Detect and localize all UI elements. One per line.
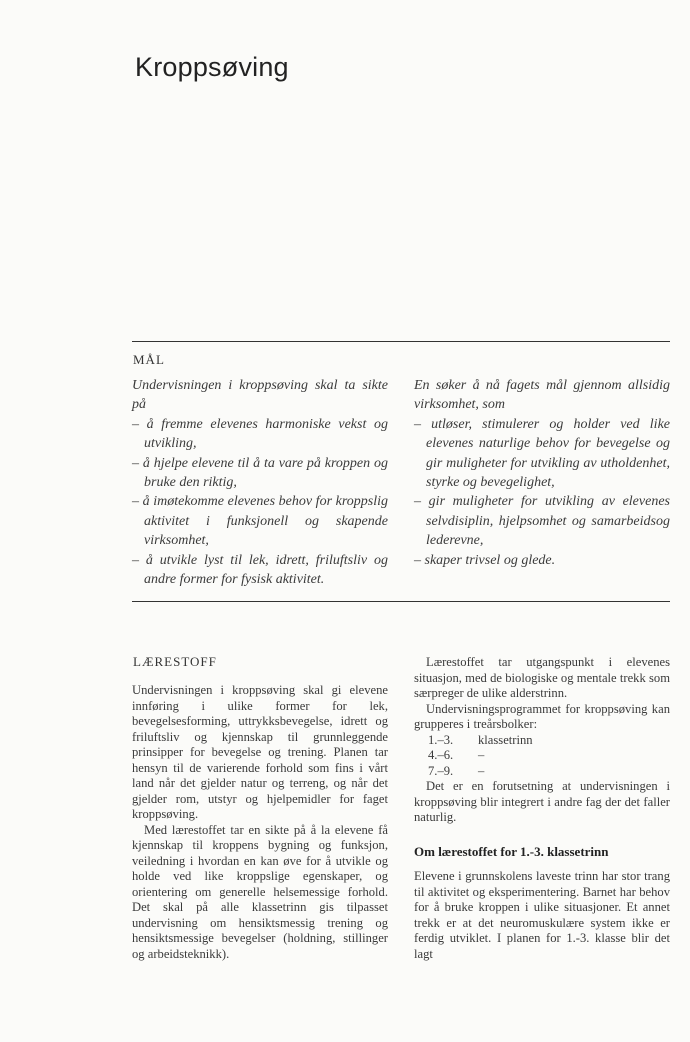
larestoff-subheading: Om lærestoffet for 1.-3. klassetrinn xyxy=(414,843,609,859)
mal-right-item: – gir muligheter for utvikling av elevenes selvdisiplin, hjelpsomhet og samarbeidsog lederevne, xyxy=(414,494,670,549)
mal-heading: MÅL xyxy=(133,352,165,367)
mal-left-item: – å hjelpe elevene til å ta vare på kroppen og bruke den riktig, xyxy=(132,455,388,491)
top-divider xyxy=(132,341,670,342)
grade-label: klassetrinn xyxy=(478,732,533,747)
larestoff-left-column xyxy=(132,683,388,962)
grade-label: – xyxy=(478,748,485,762)
larestoff-paragraph: Undervisningen i kroppsøving skal gi elevene innføring i ulike former for lek, bevegelsesforming, uttrykksbevegelse, idrett og friluftsliv og kjennskap til grunnleggende prinsipper for bevegelse og trening. Planen tar hensyn til de varierende forhold som fins i vårt land når det gjelder natur og terreng, og når det gjelder rom, utstyr og hjelpemidler for faget kroppsøving. xyxy=(132,683,388,821)
grade-row xyxy=(414,764,670,780)
larestoff-paragraph: Elevene i grunnskolens laveste trinn har stor trang til aktivitet og eksperimentering. Barnet har behov for å bruke kroppen i ulike situasjoner. Et annet trekk er at det neuromuskulære system ikke er ferdig utviklet. I planen for 1.-3. klasse blir det lagt xyxy=(414,869,670,961)
larestoff-right-column xyxy=(414,655,670,962)
bottom-divider xyxy=(132,601,670,602)
grade-row xyxy=(414,748,670,764)
mal-right-item: – utløser, stimulerer og holder ved like elevenes naturlige behov for bevegelse og gir muligheter for utvikling av utholdenhet, styrke og bevegelighet, xyxy=(414,416,670,491)
mal-left-column xyxy=(132,376,388,589)
larestoff-paragraph: Med lærestoffet tar en sikte på å la elevene få kjennskap til kroppens bygning og funksjon, veiledning i hvordan en kan øve for å utvikle og holde ved like kroppslige egenskaper, og orientering om generelle helsemessige forhold. Det skal på alle klassetrinn gis tilpasset undervisning om hensiktsmessig trening og hensiktsmessige bevegelser (holdning, stillinger og arbeidsteknikk). xyxy=(132,822,388,961)
mal-right-column xyxy=(414,376,670,570)
mal-left-intro: Undervisningen i kroppsøving skal ta sikte på xyxy=(132,378,388,413)
larestoff-heading: LÆRESTOFF xyxy=(133,654,217,669)
mal-left-item: – å imøtekomme elevenes behov for kroppslig aktivitet i funksjonell og skapende virksomhet, xyxy=(132,494,388,549)
grade-row xyxy=(414,733,670,749)
larestoff-paragraph: Undervisningsprogrammet for kroppsøving kan grupperes i treårsbolker: xyxy=(414,701,670,731)
grade-range: 1.–3. xyxy=(428,732,454,747)
larestoff-paragraph: Lærestoffet tar utgangspunkt i elevenes situasjon, med de biologiske og mentale trekk som særpreger de ulike alderstrinn. xyxy=(414,655,670,700)
mal-right-item: – skaper trivsel og glede. xyxy=(414,552,556,568)
page-title: Kroppsøving xyxy=(135,52,289,82)
larestoff-paragraph: Det er en forutsetning at undervisningen i kroppsøving blir integrert i andre fag der det faller naturlig. xyxy=(414,779,670,824)
grade-range: 4.–6. xyxy=(428,748,454,762)
mal-left-item: – å utvikle lyst til lek, idrett, friluftsliv og andre former for fysisk aktivitet. xyxy=(132,552,388,588)
grade-label: – xyxy=(478,763,485,778)
mal-left-item: – å fremme elevenes harmoniske vekst og utvikling, xyxy=(132,416,388,452)
mal-right-intro: En søker å nå fagets mål gjennom allsidig virksomhet, som xyxy=(414,378,670,413)
grade-range: 7.–9. xyxy=(428,763,454,778)
